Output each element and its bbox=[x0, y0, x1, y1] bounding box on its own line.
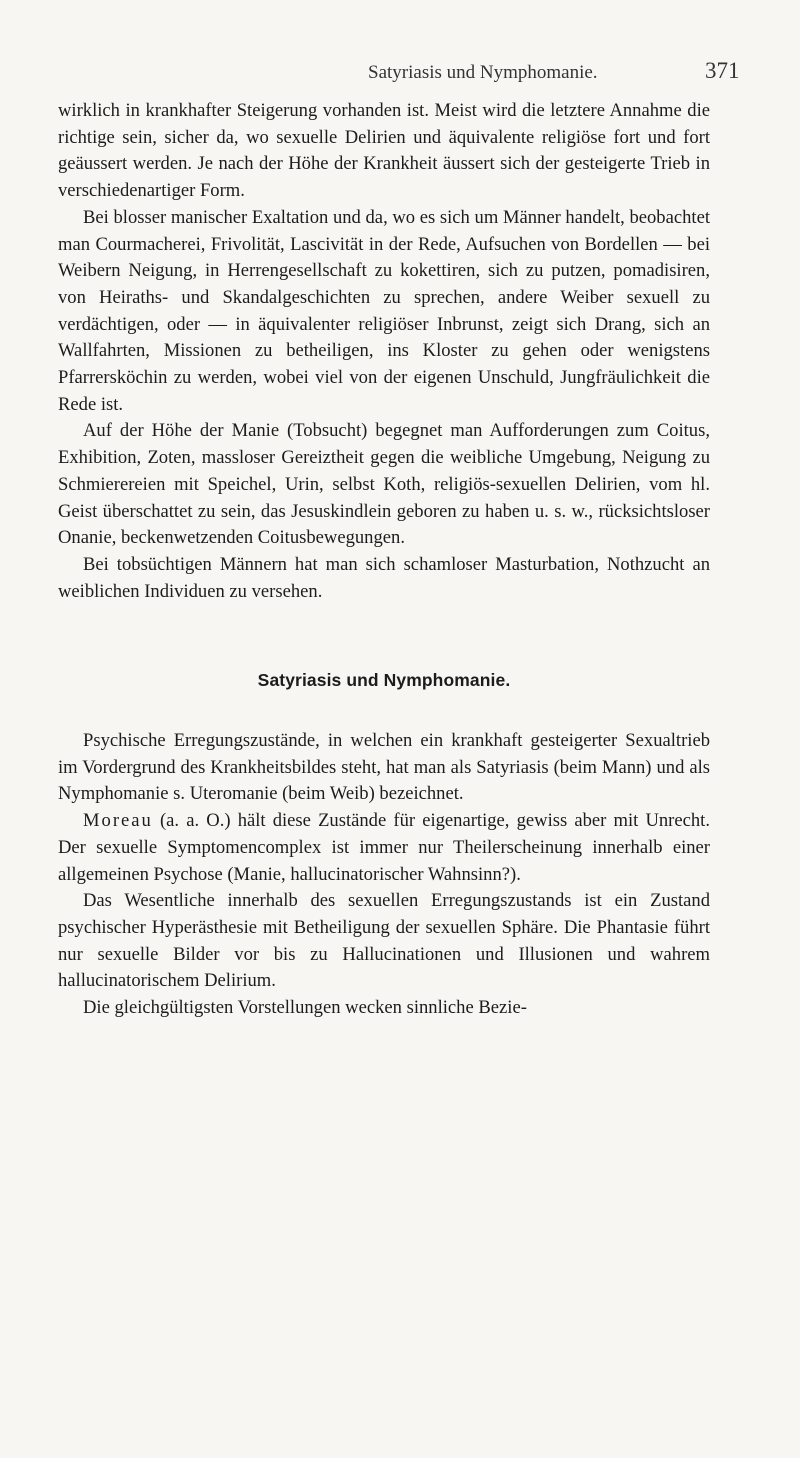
paragraph: Auf der Höhe der Manie (Tobsucht) begegnet man Aufforderungen zum Coitus, Exhibition, Zoten, massloser Gereiztheit gegen die weibliche Umgebung, Neigung zu Schmierereien mit Speichel, Urin, selbst Koth, religiös-sexuellen Delirien, vom hl. Geist überschattet zu sein, das Jesuskindlein geboren zu haben u. s. w., rücksichtsloser Onanie, beckenwetzenden Coitusbewegungen. bbox=[58, 420, 710, 549]
running-title: Satyriasis und Nymphomanie. bbox=[368, 62, 598, 83]
paragraph-text: (a. a. O.) hält diese Zustände für eigenartige, gewiss aber mit Unrecht. Der sexuelle Symptomencomplex ist immer nur Theilerscheinung innerhalb einer allgemeinen Psychose (Manie, hallucinatorischer Wahnsinn?). bbox=[58, 810, 710, 885]
section-heading: Satyriasis und Nymphomanie. bbox=[257, 670, 511, 691]
paragraph: Bei blosser manischer Exaltation und da, wo es sich um Männer handelt, beobachtet man Courmacherei, Frivolität, Lascivität in der Rede, Aufsuchen von Bordellen — bei Weibern Neigung, in Herrengesellschaft zu kokettiren, sich zu putzen, pomadisiren, von Heiraths- und Skandalgeschichten zu sprechen, andere Weiber sexuell zu verdächtigen, oder — in äquivalenter religiöser Inbrunst, zeigt sich Drang, sich an Wallfahrten, Missionen zu betheiligen, ins Kloster zu gehen oder wenigstens Pfarrersköchin zu werden, wobei viel von der eigenen Unschuld, Jungfräulichkeit die Rede ist. bbox=[58, 206, 710, 415]
paragraph bbox=[58, 808, 710, 888]
page-header bbox=[0, 58, 800, 88]
paragraph: Bei tobsüchtigen Männern hat man sich schamloser Masturbation, Nothzucht an weiblichen Individuen zu versehen. bbox=[58, 553, 710, 602]
page-body bbox=[58, 98, 710, 1022]
paragraph: Das Wesentliche innerhalb des sexuellen Erregungszustands ist ein Zustand psychischer Hyperästhesie mit Betheiligung der sexuellen Sphäre. Die Phantasie führt nur sexuelle Bilder vor bis zu Hallucinationen und Illusionen und wahrem hallucinatorischem Delirium. bbox=[58, 890, 710, 992]
paragraph: Die gleichgültigsten Vorstellungen wecken sinnliche Bezie- bbox=[83, 997, 527, 1019]
author-name: Moreau bbox=[83, 810, 153, 832]
paragraph: Psychische Erregungszustände, in welchen ein krankhaft gesteigerter Sexualtrieb im Vordergrund des Krankheitsbildes steht, hat man als Satyriasis (beim Mann) und als Nymphomanie s. Uteromanie (beim Weib) bezeichnet. bbox=[58, 730, 710, 805]
paragraph: wirklich in krankhafter Steigerung vorhanden ist. Meist wird die letztere Annahme die richtige sein, sicher da, wo sexuelle Delirien und äquivalente religiöse fort und fort geäussert werden. Je nach der Höhe der Krankheit äussert sich der gesteigerte Trieb in verschiedenartiger Form. bbox=[58, 100, 710, 202]
page-number: 371 bbox=[705, 58, 740, 83]
